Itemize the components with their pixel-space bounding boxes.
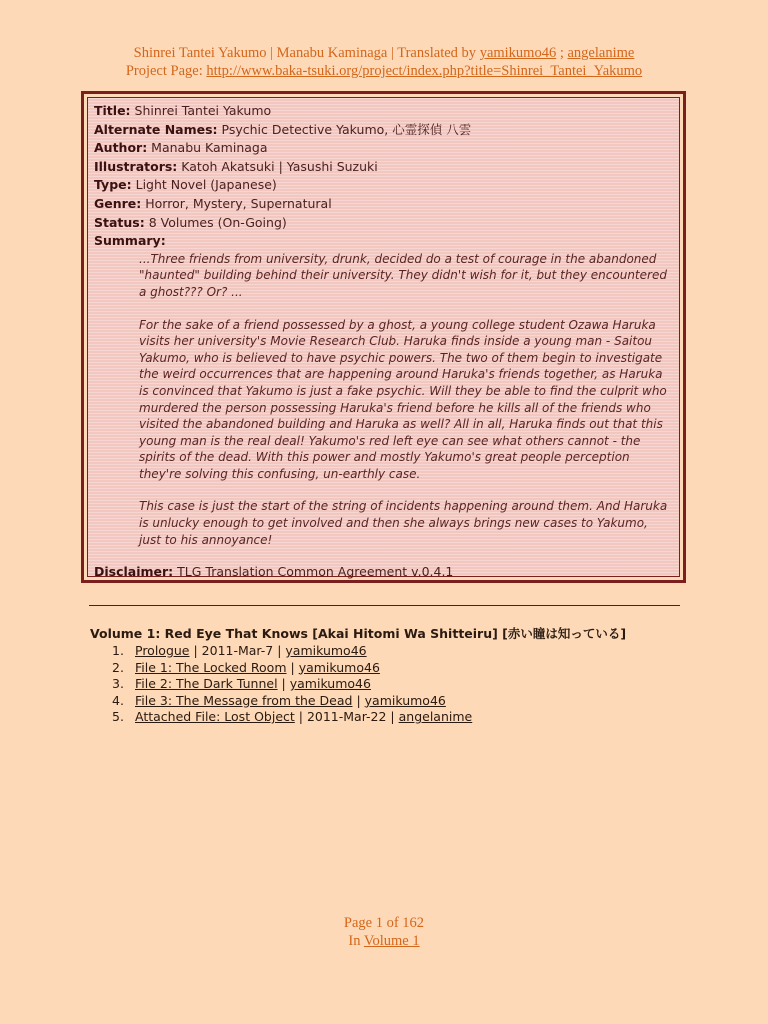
novel-info-content — [87, 97, 680, 580]
chapter-link[interactable]: File 3: The Message from the Dead — [135, 692, 353, 708]
header-separator: ; — [556, 45, 568, 61]
field-summary-label: Summary: — [94, 233, 166, 249]
volume-title: Volume 1: Red Eye That Knows [Akai Hitomi Wa Shitteiru] [赤い瞳は知っている] — [90, 626, 627, 641]
list-item: 3. File 2: The Dark Tunnel | yamikumo46 — [112, 676, 371, 692]
volume-link[interactable]: Volume 1 — [363, 933, 420, 949]
translator-link-angelanime[interactable]: angelanime — [567, 45, 635, 61]
page-number: Page 1 of 162 — [343, 915, 425, 931]
translator-link-yamikumo46[interactable]: yamikumo46 — [479, 45, 557, 61]
list-item: 5. Attached File: Lost Object | 2011-Mar-22 | angelanime — [112, 709, 473, 725]
section-divider — [89, 605, 680, 606]
translator-link[interactable]: yamikumo46 — [298, 659, 380, 675]
chapter-link[interactable]: Prologue — [135, 643, 190, 658]
summary-text — [139, 251, 673, 549]
novel-info-box — [81, 91, 686, 583]
field-status: Status: 8 Volumes (On-Going) — [94, 214, 287, 230]
field-alternate-names: Alternate Names: Psychic Detective Yakumo, 心霊探偵 八雲 — [94, 121, 472, 137]
field-title: Title: Shinrei Tantei Yakumo — [94, 103, 272, 118]
page-header — [0, 44, 768, 80]
page-footer — [0, 914, 768, 950]
header-line-2 — [0, 62, 768, 80]
project-page-link[interactable]: http://www.baka-tsuki.org/project/index.php?title=Shinrei_Tantei_Yakumo — [206, 63, 643, 79]
header-line-1 — [0, 44, 768, 62]
field-type: Type: Light Novel (Japanese) — [94, 177, 277, 193]
translator-link[interactable]: yamikumo46 — [289, 676, 371, 692]
translator-link[interactable]: yamikumo46 — [364, 692, 446, 708]
chapter-list — [92, 643, 472, 726]
chapter-link[interactable]: File 2: The Dark Tunnel — [135, 676, 278, 692]
summary-paragraph: This case is just the start of the string of incidents happening around them. And Haruka is unlucky enough to get involved and then she always brings new cases to Yakumo, just to his annoyance! — [139, 499, 668, 547]
header-credits: Shinrei Tantei Yakumo | Manabu Kaminaga | Translated by — [133, 45, 480, 61]
summary-paragraph: ...Three friends from university, drunk, decided do a test of courage in the abandoned "haunted" building behind their university. They didn't wish for it, but they encountered a ghost??? Or? ... — [139, 251, 667, 299]
list-item: 2. File 1: The Locked Room | yamikumo46 — [112, 659, 380, 675]
list-item: 4. File 3: The Message from the Dead | yamikumo46 — [112, 692, 446, 708]
chapter-link[interactable]: Attached File: Lost Object — [135, 709, 295, 725]
field-author: Author: Manabu Kaminaga — [94, 140, 268, 156]
translator-link[interactable]: yamikumo46 — [285, 643, 367, 658]
chapter-link[interactable]: File 1: The Locked Room — [135, 659, 287, 675]
list-item: 1. Prologue | 2011-Mar-7 | yamikumo46 — [112, 643, 367, 658]
field-genre: Genre: Horror, Mystery, Supernatural — [94, 195, 332, 211]
volume-reference: In Volume 1 — [348, 933, 420, 949]
summary-paragraph: For the sake of a friend possessed by a ghost, a young college student Ozawa Haruka visits her university's Movie Research Club. Haruka finds inside a young man - Saitou Yakumo, who is believed to have psychic powers. The two of them begin to investigate the weird occurrences that are happening around Haruka's friends together, as Haruka is convinced that Yakumo is just a fake psychic. Will they be able to find the culprit who murdered the person possessing Haruka's friend before he kills all of the friends who visited the abandoned building and Haruka as well? All in all, Haruka finds out that this young man is the real deal! Yakumo's red left eye can see what others cannot - the spirits of the dead. With this power and mostly Yakumo's great people perception they're solving this confusing, un-earthly case. — [139, 317, 667, 481]
translator-link[interactable]: angelanime — [398, 709, 473, 725]
field-disclaimer: Disclaimer: TLG Translation Common Agreement v.0.4.1 — [94, 564, 454, 580]
project-page-label: Project Page: — [125, 63, 207, 79]
field-illustrators: Illustrators: Katoh Akatsuki | Yasushi Suzuki — [94, 158, 378, 174]
